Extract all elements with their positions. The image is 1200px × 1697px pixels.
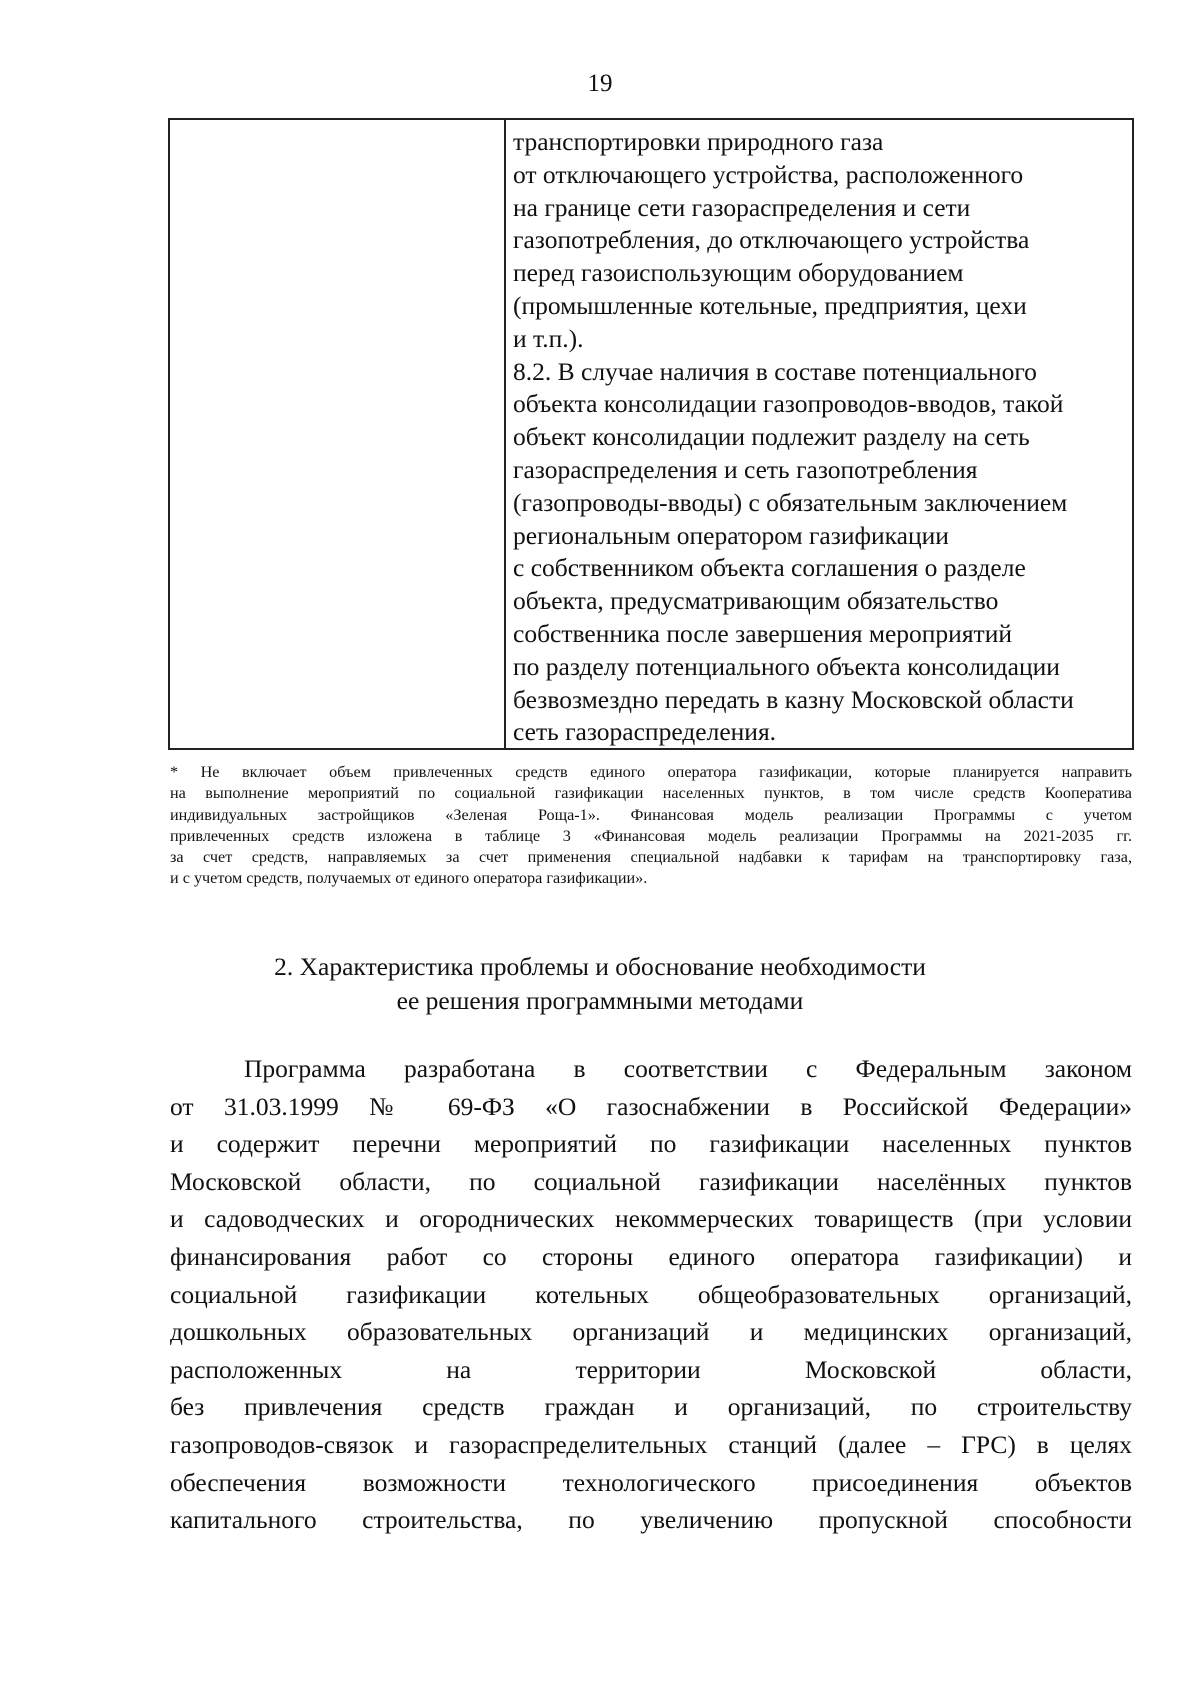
table-text-line: на границе сети газораспределения и сети [513,192,971,222]
footnote-line: * Не включает объем привлеченных средств единого оператора газификации, которые планируется направить [170,763,1132,781]
table-text-line: и т.п.). [513,323,584,353]
footnote-line: за счет средств, направляемых за счет применения специальной надбавки к тарифам на транспортировку газа, [170,848,1132,867]
table-text-line: сеть газораспределения. [513,717,777,747]
table-text-line: безвозмездно передать в казну Московской области [513,684,1074,714]
footnote [170,762,1132,890]
body-line: и содержит перечни мероприятий по газификации населенных пунктов [170,1129,1132,1159]
body-line: социальной газификации котельных общеобразовательных организаций, [170,1279,1132,1309]
table-text-line: перед газоиспользующим оборудованием [513,258,964,288]
body-line: Московской области, по социальной газификации населённых пунктов [170,1166,1132,1196]
table-text-line: (промышленные котельные, предприятия, цехи [513,290,1027,320]
table-text-line: объект консолидации подлежит разделу на сеть [513,422,1030,452]
table-text-line: по разделу потенциального объекта консолидации [513,651,1060,681]
table-text-line: (газопроводы-вводы) с обязательным заключением [513,487,1068,517]
footnote-line: и с учетом средств, получаемых от единого оператора газификации». [170,869,648,888]
body-line: обеспечения возможности технологического присоединения объектов [170,1467,1132,1497]
table-text-line: газопотребления, до отключающего устройства [513,225,1030,255]
table-text-line: газораспределения и сеть газопотребления [513,454,978,484]
table-text-line: объекта, предусматривающим обязательство [513,586,999,616]
body-line: и садоводческих и огороднических некоммерческих товариществ (при условии [170,1204,1132,1234]
table-text-line: транспортировки природного газа [513,127,884,156]
body-line: дошкольных образовательных организаций и медицинских организаций, [170,1317,1132,1347]
body-line: финансирования работ со стороны единого оператора газификации) и [170,1241,1132,1271]
body-paragraph [170,1050,1132,1539]
body-line: Программа разработана в соответствии с Федеральным законом [244,1054,1132,1083]
table-text-line: объекта консолидации газопроводов-вводов, такой [513,389,1064,419]
section-heading-line: ее решения программными методами [396,986,804,1016]
table-left-cell [170,120,506,748]
table-text-line: 8.2. В случае наличия в составе потенциального [513,356,1037,386]
body-line: без привлечения средств граждан и организаций, по строительству [170,1392,1132,1422]
body-line: от 31.03.1999 № 69-ФЗ «О газоснабжении в Российской Федерации» [170,1091,1132,1121]
section-heading-line: 2. Характеристика проблемы и обоснование необходимости [274,952,926,981]
table-text-line: от отключающего устройства, расположенного [513,159,1024,189]
body-line: расположенных на территории Московской области, [170,1354,1132,1384]
table-text-line: региональным оператором газификации [513,520,949,550]
footnote-line: привлеченных средств изложена в таблице 3 «Финансовая модель реализации Программы на 2021-2035 гг. [170,826,1132,845]
body-line: капитального строительства, по увеличению пропускной способности [170,1505,1132,1535]
footnote-line: индивидуальных застройщиков «Зеленая Роща-1». Финансовая модель реализации Программы с учетом [170,805,1132,824]
footnote-line: на выполнение мероприятий по социальной газификации населенных пунктов, в том числе средств Кооператива [170,784,1132,803]
table-right-cell [506,120,1132,748]
table-text-line: с собственником объекта соглашения о разделе [513,553,1026,583]
body-line: газопроводов-связок и газораспределительных станций (далее – ГРС) в целях [170,1429,1132,1459]
table-text-line: собственника после завершения мероприятий [513,618,1012,648]
page-number: 19 [587,70,613,97]
continuation-table [168,118,1134,750]
section-heading [0,950,1200,1019]
